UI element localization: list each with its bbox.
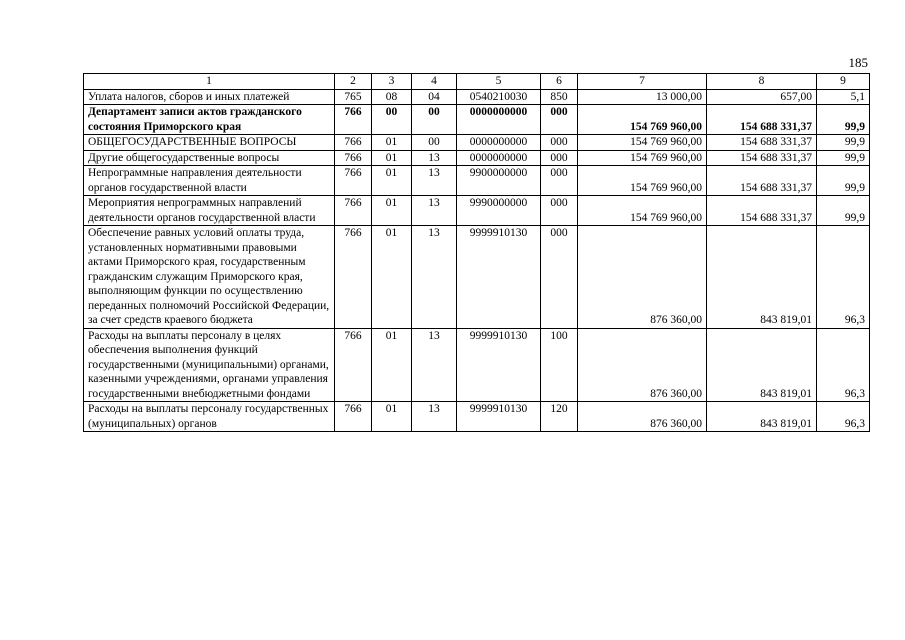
- row-plan-cell: 154 769 960,00: [578, 196, 707, 226]
- row-percent-cell: 96,3: [817, 226, 870, 329]
- table-row: [84, 135, 870, 151]
- row-gr-cell: 766: [335, 105, 372, 135]
- row-pr-cell: 13: [412, 196, 457, 226]
- row-name-cell: Обеспечение равных условий оплаты труда, установленных нормативными правовыми актами Приморского края, государственным гражданским служащим Приморского края, выполняющим функции по осуществлению переданных полномочий Российской Федерации, за счет средств краевого бюджета: [84, 226, 335, 329]
- row-fact-cell: 843 819,01: [707, 402, 817, 432]
- row-rz-cell: 01: [372, 328, 412, 402]
- table-row: [84, 150, 870, 166]
- row-csr-cell: 9999910130: [457, 402, 541, 432]
- row-gr-cell: 765: [335, 89, 372, 105]
- page-number: 185: [848, 55, 868, 70]
- row-gr-cell: 766: [335, 226, 372, 329]
- row-gr-cell: 766: [335, 150, 372, 166]
- row-csr-cell: 9999910130: [457, 328, 541, 402]
- table-row: [84, 105, 870, 135]
- budget-table: [83, 73, 870, 432]
- row-fact-cell: 154 688 331,37: [707, 150, 817, 166]
- row-pr-cell: 00: [412, 105, 457, 135]
- row-percent-cell: 99,9: [817, 196, 870, 226]
- row-csr-cell: 9900000000: [457, 166, 541, 196]
- row-name-cell: Департамент записи актов гражданского состояния Приморского края: [84, 105, 335, 135]
- row-name-cell: Мероприятия непрограммных направлений деятельности органов государственной власти: [84, 196, 335, 226]
- row-percent-cell: 99,9: [817, 150, 870, 166]
- column-header: 3: [372, 74, 412, 90]
- row-rz-cell: 01: [372, 196, 412, 226]
- row-gr-cell: 766: [335, 135, 372, 151]
- row-vr-cell: 100: [541, 328, 578, 402]
- table-row: [84, 402, 870, 432]
- row-csr-cell: 9999910130: [457, 226, 541, 329]
- row-gr-cell: 766: [335, 196, 372, 226]
- row-name-cell: Уплата налогов, сборов и иных платежей: [84, 89, 335, 105]
- row-vr-cell: 000: [541, 196, 578, 226]
- row-rz-cell: 01: [372, 226, 412, 329]
- row-gr-cell: 766: [335, 402, 372, 432]
- row-vr-cell: 850: [541, 89, 578, 105]
- table-row: [84, 328, 870, 402]
- column-header: 7: [578, 74, 707, 90]
- row-vr-cell: 000: [541, 226, 578, 329]
- row-plan-cell: 154 769 960,00: [578, 150, 707, 166]
- row-rz-cell: 01: [372, 166, 412, 196]
- row-pr-cell: 13: [412, 150, 457, 166]
- row-name-cell: Непрограммные направления деятельности органов государственной власти: [84, 166, 335, 196]
- column-header: 6: [541, 74, 578, 90]
- row-percent-cell: 99,9: [817, 105, 870, 135]
- row-csr-cell: 0000000000: [457, 150, 541, 166]
- row-percent-cell: 99,9: [817, 135, 870, 151]
- row-plan-cell: 154 769 960,00: [578, 135, 707, 151]
- row-plan-cell: 876 360,00: [578, 402, 707, 432]
- row-fact-cell: 154 688 331,37: [707, 166, 817, 196]
- row-csr-cell: 0000000000: [457, 105, 541, 135]
- row-rz-cell: 01: [372, 150, 412, 166]
- row-fact-cell: 154 688 331,37: [707, 196, 817, 226]
- row-plan-cell: 13 000,00: [578, 89, 707, 105]
- row-percent-cell: 96,3: [817, 402, 870, 432]
- row-pr-cell: 04: [412, 89, 457, 105]
- row-pr-cell: 13: [412, 226, 457, 329]
- column-header: 9: [817, 74, 870, 90]
- row-plan-cell: 154 769 960,00: [578, 105, 707, 135]
- row-gr-cell: 766: [335, 328, 372, 402]
- row-vr-cell: 000: [541, 105, 578, 135]
- row-pr-cell: 13: [412, 166, 457, 196]
- row-csr-cell: 0540210030: [457, 89, 541, 105]
- row-name-cell: Расходы на выплаты персоналу государственных (муниципальных) органов: [84, 402, 335, 432]
- row-fact-cell: 843 819,01: [707, 226, 817, 329]
- table-row: [84, 166, 870, 196]
- row-rz-cell: 00: [372, 105, 412, 135]
- row-vr-cell: 000: [541, 166, 578, 196]
- row-fact-cell: 154 688 331,37: [707, 105, 817, 135]
- row-name-cell: Другие общегосударственные вопросы: [84, 150, 335, 166]
- row-fact-cell: 154 688 331,37: [707, 135, 817, 151]
- table-row: [84, 196, 870, 226]
- row-pr-cell: 00: [412, 135, 457, 151]
- row-vr-cell: 120: [541, 402, 578, 432]
- column-header: 4: [412, 74, 457, 90]
- row-name-cell: Расходы на выплаты персоналу в целях обеспечения выполнения функций государственными (муниципальными) органами, казенными учреждениями, органами управления государственными внебюджетными фондами: [84, 328, 335, 402]
- row-csr-cell: 9990000000: [457, 196, 541, 226]
- row-plan-cell: 876 360,00: [578, 226, 707, 329]
- row-csr-cell: 0000000000: [457, 135, 541, 151]
- row-rz-cell: 08: [372, 89, 412, 105]
- row-percent-cell: 99,9: [817, 166, 870, 196]
- row-percent-cell: 96,3: [817, 328, 870, 402]
- row-pr-cell: 13: [412, 328, 457, 402]
- column-header: 2: [335, 74, 372, 90]
- table-row: [84, 89, 870, 105]
- row-fact-cell: 843 819,01: [707, 328, 817, 402]
- row-name-cell: ОБЩЕГОСУДАРСТВЕННЫЕ ВОПРОСЫ: [84, 135, 335, 151]
- column-header: 8: [707, 74, 817, 90]
- row-rz-cell: 01: [372, 402, 412, 432]
- row-percent-cell: 5,1: [817, 89, 870, 105]
- row-gr-cell: 766: [335, 166, 372, 196]
- row-pr-cell: 13: [412, 402, 457, 432]
- table-row: [84, 226, 870, 329]
- row-plan-cell: 154 769 960,00: [578, 166, 707, 196]
- row-vr-cell: 000: [541, 150, 578, 166]
- row-plan-cell: 876 360,00: [578, 328, 707, 402]
- column-header: 5: [457, 74, 541, 90]
- row-fact-cell: 657,00: [707, 89, 817, 105]
- row-rz-cell: 01: [372, 135, 412, 151]
- column-header: 1: [84, 74, 335, 90]
- row-vr-cell: 000: [541, 135, 578, 151]
- table-header-row: [84, 74, 870, 90]
